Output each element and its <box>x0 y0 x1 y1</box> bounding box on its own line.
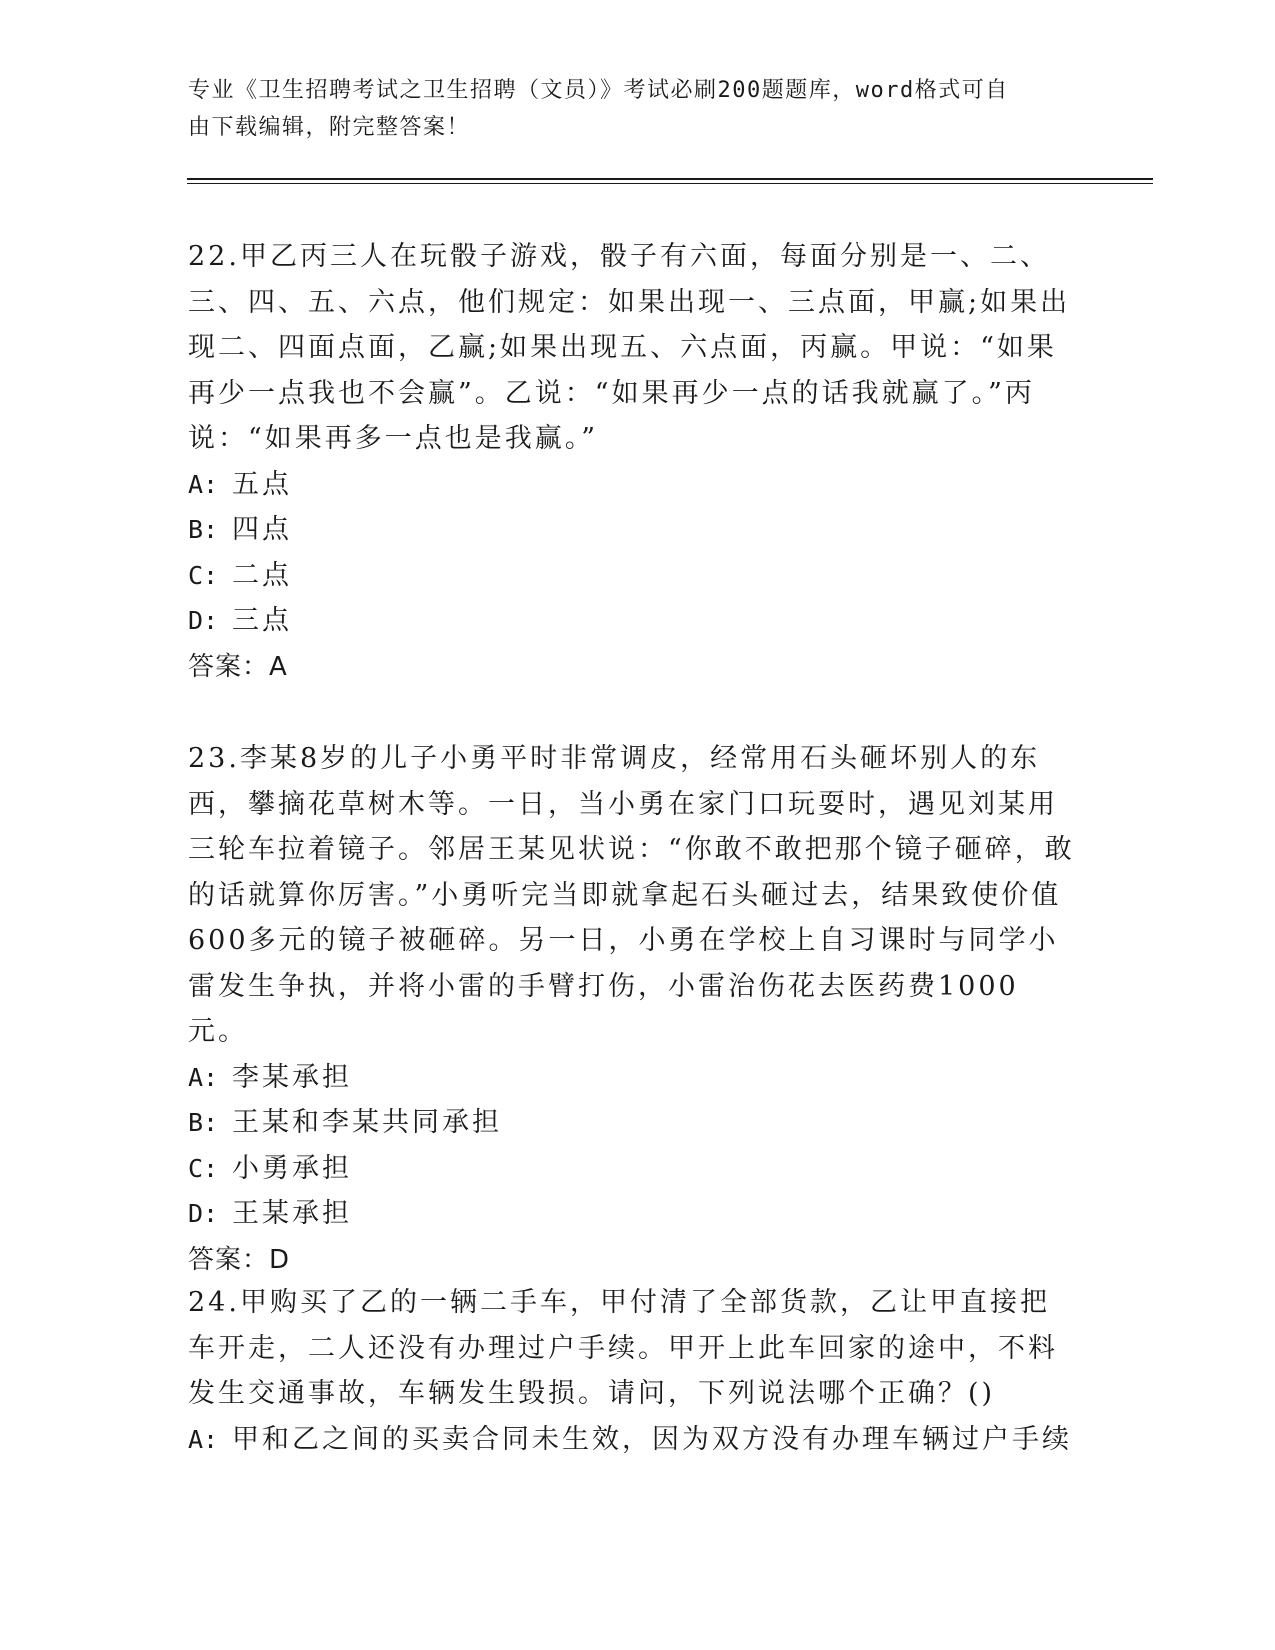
question-24 <box>188 1280 1078 1462</box>
option-a <box>188 462 1078 508</box>
option-text: 三点 <box>232 605 292 636</box>
option-label: A: <box>188 1062 219 1092</box>
answer-line: 答案：A <box>188 651 288 682</box>
document-header <box>188 72 1068 146</box>
header-divider-thick <box>187 178 1153 180</box>
option-text: 五点 <box>232 468 292 500</box>
question-text: 23.李某8岁的儿子小勇平时非常调皮，经常用石头砸坏别人的东西，攀摘花草树木等。一日，当小勇在家门口玩耍时，遇见刘某用三轮车拉着镜子。邻居王某见状说：“你敢不敢把那个镜子砸碎，敢的话就算你厉害。”小勇听完当即就拿起石头砸过去，结果致使价值600多元的镜子被砸碎。另一日，小勇在学校上自习课时与同学小雷发生争执，并将小雷的手臂打伤，小雷治伤花去医药费1000元。 <box>188 743 1075 1047</box>
option-d <box>188 1191 1078 1237</box>
option-text: 李某承担 <box>232 1061 352 1093</box>
option-c <box>188 1146 1078 1192</box>
header-line-2: 由下载编辑，附完整答案！ <box>188 115 471 140</box>
option-text: 王某和李某共同承担 <box>232 1107 502 1138</box>
option-label: A: <box>188 469 219 499</box>
header-divider-thin <box>187 183 1153 184</box>
option-a <box>188 1055 1078 1101</box>
option-label: D: <box>188 1199 219 1228</box>
option-label: C: <box>188 560 219 590</box>
question-text: 22.甲乙丙三人在玩骰子游戏，骰子有六面，每面分别是一、二、三、四、五、六点，他们规定：如果出现一、三点面，甲赢;如果出现二、四面点面，乙赢;如果出现五、六点面，丙赢。甲说：“如果再少一点我也不会赢”。乙说：“如果再少一点的话我就赢了。”丙说：“如果再多一点也是我赢。” <box>188 241 1071 454</box>
option-label: A: <box>188 1424 219 1454</box>
option-label: B: <box>188 1108 219 1137</box>
option-a <box>188 1417 1078 1463</box>
question-text: 24.甲购买了乙的一辆二手车，甲付清了全部货款，乙让甲直接把车开走，二人还没有办理过户手续。甲开上此车回家的途中，不料发生交通事故，车辆发生毁损。请问，下列说法哪个正确？() <box>188 1287 1058 1409</box>
option-text: 四点 <box>232 514 292 545</box>
question-22 <box>188 234 1078 690</box>
header-line-1: 专业《卫生招聘考试之卫生招聘（文员）》考试必刷200题题库，word格式可自 <box>188 78 1009 103</box>
option-d <box>188 598 1078 644</box>
option-text: 甲和乙之间的买卖合同未生效，因为双方没有办理车辆过户手续 <box>232 1423 1072 1455</box>
option-text: 王某承担 <box>232 1198 352 1229</box>
option-b <box>188 507 1078 553</box>
option-text: 二点 <box>232 559 292 591</box>
option-text: 小勇承担 <box>232 1152 352 1184</box>
option-b <box>188 1100 1078 1146</box>
option-label: C: <box>188 1153 219 1183</box>
option-label: B: <box>188 515 219 544</box>
answer-line: 答案：D <box>188 1244 291 1275</box>
option-label: D: <box>188 606 219 635</box>
question-23 <box>188 736 1078 1283</box>
option-c <box>188 553 1078 599</box>
